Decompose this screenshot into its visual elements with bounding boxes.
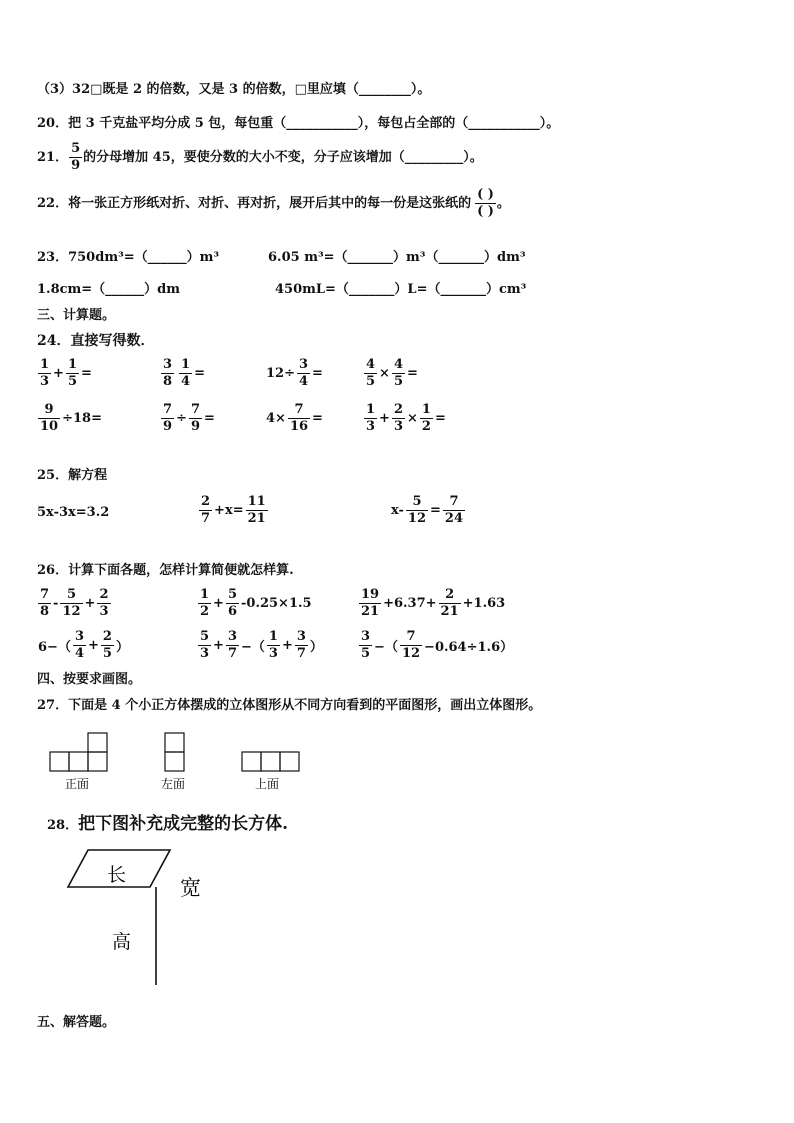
fraction (364, 403, 377, 434)
denominator: 3 (393, 419, 403, 434)
denominator: 10 (40, 419, 59, 434)
fraction (38, 403, 60, 434)
denominator: 21 (361, 604, 380, 619)
question-23-c: 1.8cm=（______）dm (37, 282, 181, 297)
simplify-item (358, 588, 506, 619)
question-text: 的分母增加 45，要使分数的大小不变，分子应该增加（_________）。 (83, 149, 483, 165)
equation-1: 5x-3x=3.2 (37, 505, 110, 520)
math-text: = (194, 366, 205, 381)
math-text: ） (115, 640, 129, 655)
simplify-item (358, 630, 514, 661)
fraction (226, 630, 239, 661)
fraction (364, 358, 377, 389)
denominator: 2 (421, 419, 431, 434)
height-label: 高 (112, 931, 132, 953)
fraction (60, 588, 82, 619)
question-20: 20．把 3 千克盐平均分成 5 包，每包重（___________），每包占全部的（___________）。 (37, 116, 560, 131)
denominator: 5 (67, 374, 77, 389)
question-28 (47, 813, 288, 835)
math-text: = (407, 366, 418, 381)
fraction (406, 495, 428, 526)
numerator: 7 (40, 587, 50, 602)
section-4-heading: 四、按要求画图。 (37, 672, 142, 687)
fraction (297, 358, 310, 389)
math-text: −（ (374, 640, 398, 655)
math-text: - (53, 596, 59, 611)
math-text: ） (309, 640, 323, 655)
question-21 (37, 142, 483, 173)
width-label: 宽 (180, 876, 201, 900)
question-25-title: 25．解方程 (37, 468, 108, 483)
fraction (198, 630, 211, 661)
question-23-a: 23．750dm³=（______）m³ (37, 250, 220, 265)
math-text: 12÷ (266, 366, 295, 381)
fraction (392, 403, 405, 434)
math-text: = (312, 411, 323, 426)
fraction (38, 358, 51, 389)
period: 。 (496, 195, 510, 211)
numerator: 11 (247, 494, 266, 509)
fraction (392, 358, 405, 389)
math-text: 6−（ (38, 640, 71, 655)
denominator: 3 (268, 646, 278, 661)
denominator: 7 (296, 646, 306, 661)
fraction (198, 588, 211, 619)
math-text: = (204, 411, 215, 426)
answer-fraction: $\frac{( )}{( )}$ (477, 187, 494, 219)
numerator: 1 (421, 402, 431, 417)
math-text: +1.63 (462, 596, 506, 611)
math-text: = (434, 411, 446, 426)
math-text: + (84, 596, 96, 611)
denominator: 2 (200, 604, 210, 619)
numerator: 19 (361, 587, 380, 602)
denominator: 5 (366, 374, 376, 389)
question-23-d: 450mL=（_______）L=（_______）cm³ (275, 282, 527, 297)
length-label: 长 (107, 864, 127, 886)
math-text: = (430, 503, 441, 518)
numerator: 7 (190, 402, 200, 417)
front-view (50, 733, 107, 771)
question-23-b: 6.05 m³=（_______）m³（_______）dm³ (268, 250, 526, 265)
numerator: 1 (200, 587, 210, 602)
math-text: -0.25×1.5 (241, 596, 312, 611)
fraction (189, 403, 202, 434)
question-24-title: 24．直接写得数． (37, 333, 155, 349)
math-text: −（ (241, 640, 265, 655)
question-text: 22．将一张正方形纸对折、对折、再对折，展开后其中的每一份是这张纸的 (37, 195, 472, 211)
numerator: 3 (227, 629, 237, 644)
math-text: x- (391, 503, 404, 518)
question-19-3: （3）32□既是 2 的倍数，又是 3 的倍数，□里应填（________）。 (37, 82, 431, 97)
fraction (295, 630, 308, 661)
fraction (66, 358, 79, 389)
fraction (439, 588, 461, 619)
calc-item (363, 403, 447, 434)
denominator: 5 (361, 646, 371, 661)
fraction (101, 630, 114, 661)
calc-item (160, 358, 206, 389)
denominator: 24 (444, 511, 464, 526)
math-text: −0.64÷1.6） (424, 640, 514, 655)
math-text: ÷18= (62, 411, 102, 426)
fraction (288, 403, 310, 434)
numerator: 3 (163, 357, 173, 372)
fraction (73, 630, 86, 661)
numerator: 1 (67, 357, 77, 372)
math-text: = (312, 366, 323, 381)
fraction: $\frac{5}{9}$ (71, 141, 81, 173)
section-5-heading: 五、解答题。 (37, 1015, 116, 1030)
fraction (226, 588, 239, 619)
fraction (161, 358, 174, 389)
numerator: 2 (445, 587, 455, 602)
numerator: 5 (200, 629, 210, 644)
calc-item (160, 403, 216, 434)
numerator: 4 (366, 357, 376, 372)
calc-item (37, 358, 93, 389)
fraction (179, 358, 192, 389)
denominator: 3 (99, 604, 109, 619)
math-text: 4× (266, 411, 286, 426)
math-text: + (213, 638, 224, 653)
math-text: + (281, 638, 293, 653)
denominator: 16 (289, 419, 309, 434)
denominator: 8 (163, 374, 173, 389)
math-text: + (53, 366, 64, 381)
denominator: 12 (401, 646, 421, 661)
numerator: 1 (366, 402, 376, 417)
math-text: + (213, 596, 224, 611)
simplify-item (37, 630, 130, 661)
denominator: 5 (102, 646, 112, 661)
denominator: 21 (440, 604, 459, 619)
equation-2 (198, 495, 269, 526)
numerator: 3 (298, 357, 309, 372)
denominator: 9 (190, 419, 200, 434)
fraction (97, 588, 110, 619)
numerator: 2 (201, 494, 211, 509)
math-text: = (81, 366, 92, 381)
question-text: 把下图补充成完整的长方体. (78, 814, 289, 834)
question-22 (37, 188, 510, 219)
question-26-title: 26．计算下面各题，怎样计算简便就怎样算. (37, 563, 294, 578)
equation-3 (390, 495, 466, 526)
fraction (199, 495, 212, 526)
question-27-title: 27．下面是 4 个小正方体摆成的立体图形从不同方向看到的平面图形，画出立体图形。 (37, 698, 542, 713)
front-view-label: 正面 (65, 777, 90, 791)
calc-item (265, 358, 324, 389)
denominator: 7 (227, 646, 237, 661)
denominator: 9 (163, 419, 173, 434)
top-view (242, 752, 299, 771)
calc-item (363, 358, 419, 389)
numerator: 7 (406, 629, 416, 644)
cuboid-sketch (60, 845, 230, 990)
fraction (420, 403, 433, 434)
simplify-item (197, 630, 324, 661)
numerator: 5 (412, 494, 422, 509)
denominator: 12 (407, 511, 427, 526)
section-3-heading: 三、计算题。 (37, 308, 116, 323)
numerator: 3 (296, 629, 306, 644)
numerator: 5 (66, 587, 77, 602)
numerator: 7 (294, 402, 304, 417)
denominator: 5 (393, 374, 403, 389)
denominator: 3 (40, 374, 50, 389)
numerator: 4 (393, 357, 403, 372)
three-view-drawings (40, 730, 320, 796)
left-view-label: 左面 (161, 777, 186, 791)
math-text: + (379, 411, 390, 426)
calc-item (37, 403, 103, 434)
denominator: 12 (62, 604, 81, 619)
fraction (267, 630, 280, 661)
denominator: 6 (227, 604, 237, 619)
numerator: 9 (44, 402, 54, 417)
denominator: 21 (247, 511, 266, 526)
math-text: ÷ (176, 411, 187, 426)
denominator: 8 (40, 604, 50, 619)
numerator: 1 (181, 357, 191, 372)
math-text: × (407, 411, 418, 426)
numerator: 7 (449, 494, 459, 509)
numerator: 3 (74, 629, 84, 644)
numerator: 2 (99, 587, 109, 602)
numerator: 7 (163, 402, 173, 417)
math-text: + (88, 638, 99, 653)
question-number: 21． (37, 149, 69, 165)
simplify-item (197, 588, 313, 619)
top-view-label: 上面 (255, 777, 280, 791)
math-text: × (379, 366, 390, 381)
fraction (359, 630, 372, 661)
denominator: 7 (201, 511, 211, 526)
math-text: +x= (214, 503, 244, 518)
fraction (443, 495, 465, 526)
denominator: 4 (298, 374, 309, 389)
denominator: 3 (366, 419, 376, 434)
denominator: 4 (74, 646, 84, 661)
numerator: 2 (393, 402, 403, 417)
question-number: 28． (47, 818, 79, 833)
fraction (359, 588, 381, 619)
fraction (246, 495, 268, 526)
fraction (161, 403, 174, 434)
left-view (165, 733, 184, 771)
denominator: 4 (181, 374, 191, 389)
numerator: 5 (227, 587, 237, 602)
denominator: 3 (200, 646, 210, 661)
calc-item (265, 403, 324, 434)
fraction (38, 588, 51, 619)
numerator: 2 (102, 629, 112, 644)
numerator: 3 (361, 629, 371, 644)
numerator: 1 (268, 629, 278, 644)
simplify-item (37, 588, 112, 619)
fraction (400, 630, 422, 661)
math-text: +6.37+ (383, 596, 437, 611)
numerator: 1 (40, 357, 50, 372)
